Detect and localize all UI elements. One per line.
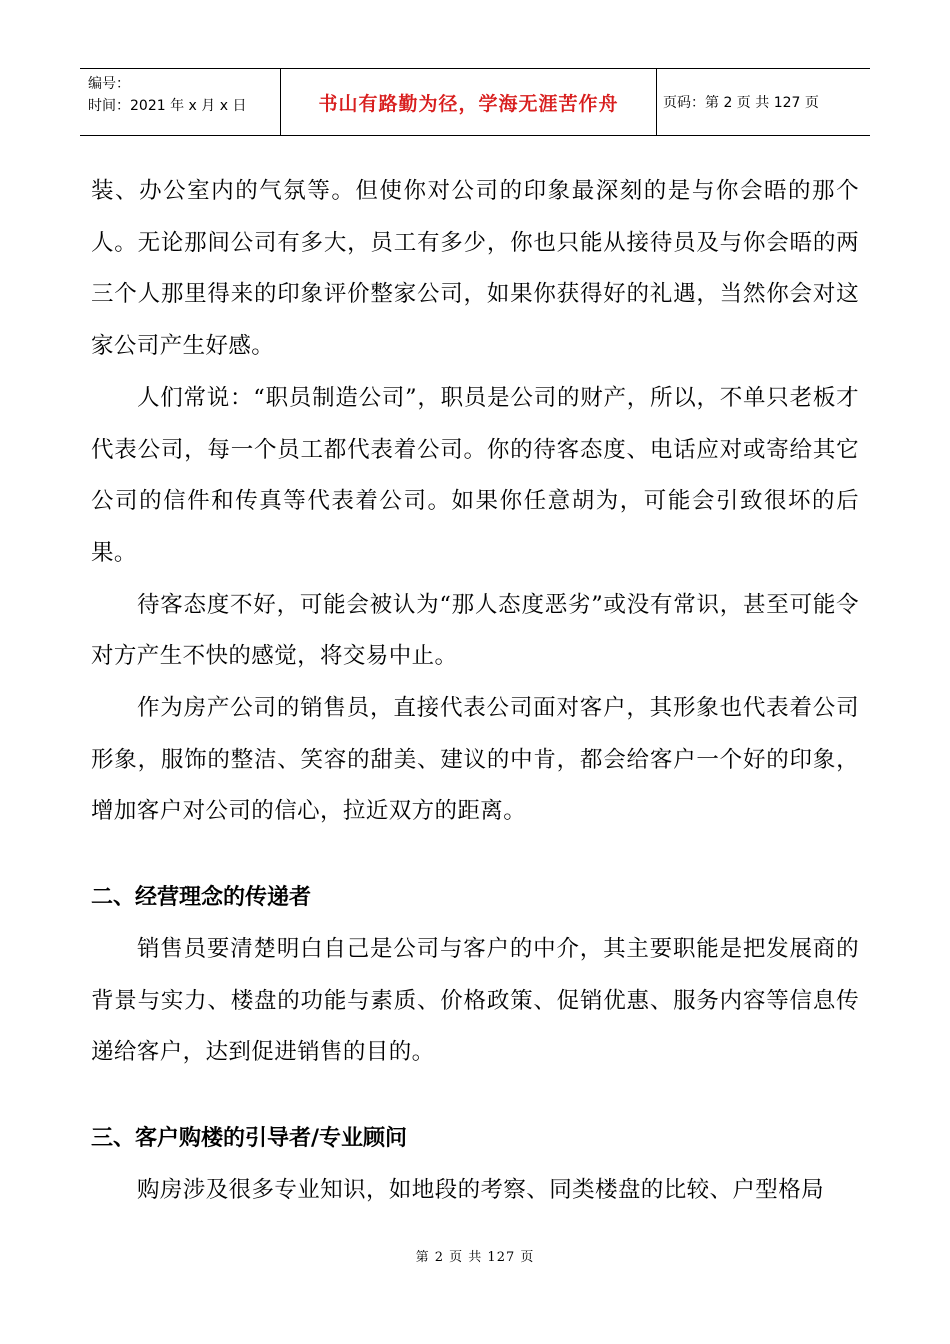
header-motto: 书山有路勤为径，学海无涯苦作舟: [281, 69, 657, 135]
section-heading-3: 三、客户购楼的引导者/专业顾问: [91, 1125, 408, 1151]
paragraph-4: 作为房产公司的销售员，直接代表公司面对客户，其形象也代表着公司形象，服饰的整洁、笑容的甜美、建议的中肯，都会给客户一个好的印象，增加客户对公司的信心，拉近双方的距离。: [91, 695, 859, 825]
header-page-info: 页码：第 2 页 共 127 页: [663, 95, 819, 111]
page-header: [80, 68, 870, 136]
paragraph-2: 人们常说：“职员制造公司”，职员是公司的财产，所以，不单只老板才代表公司，每一个员工都代表着公司。你的待客态度、电话应对或寄给其它公司的信件和传真等代表着公司。如果你任意胡为，可能会引致很坏的后果。: [91, 384, 859, 566]
page-footer: 第 2 页 共 127 页: [415, 1250, 535, 1265]
section-heading-2: 二、经营理念的传递者: [91, 885, 312, 911]
header-number-label: 编号：: [88, 76, 130, 92]
document-body: [91, 166, 859, 1216]
paragraph-3: 待客态度不好，可能会被认为“那人态度恶劣”或没有常识，甚至可能令对方产生不快的感觉，将交易中止。: [91, 591, 859, 670]
paragraph-5: 销售员要清楚明白自己是公司与客户的中介，其主要职能是把发展商的背景与实力、楼盘的功能与素质、价格政策、促销优惠、服务内容等信息传递给客户，达到促进销售的目的。: [91, 935, 859, 1066]
header-date: 时间：2021 年 x 月 x 日: [88, 98, 247, 114]
header-meta: [80, 69, 281, 135]
paragraph-6: 购房涉及很多专业知识，如地段的考察、同类楼盘的比较、户型格局: [137, 1176, 825, 1203]
paragraph-1: 装、办公室内的气氛等。但使你对公司的印象最深刻的是与你会晤的那个人。无论那间公司有多大，员工有多少，你也只能从接待员及与你会晤的两三个人那里得来的印象评价整家公司，如果你获得好的礼遇，当然你会对这家公司产生好感。: [91, 178, 859, 360]
